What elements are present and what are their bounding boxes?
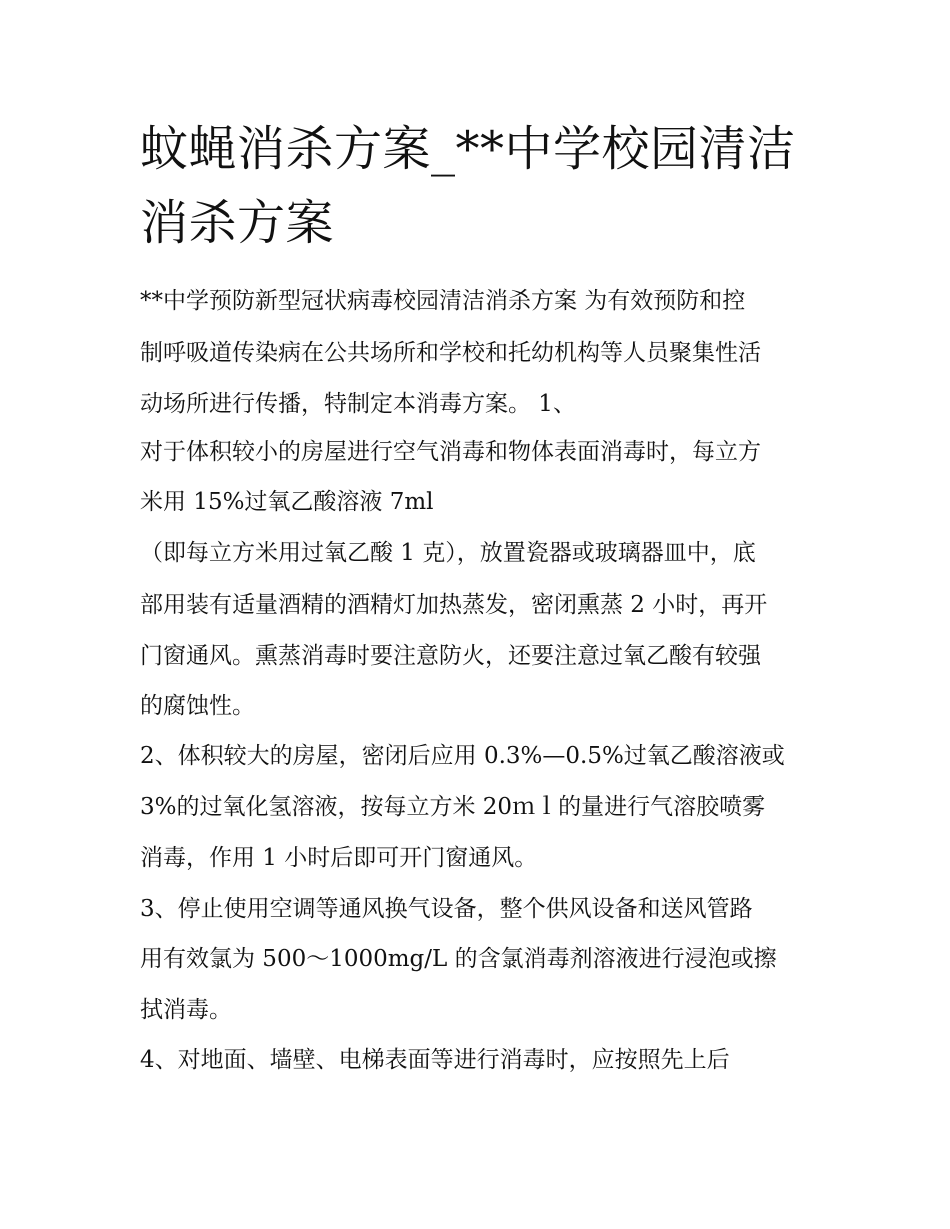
body-line-6: （即每立方米用过氧乙酸 1 克），放置瓷器或玻璃器皿中，底 [140, 540, 756, 566]
title-line-2: 消杀方案 [140, 195, 335, 251]
body-line-16: 4、对地面、墙壁、电梯表面等进行消毒时，应按照先上后 [140, 1047, 730, 1073]
body-line-3: 动场所进行传播，特制定本消毒方案。 1、 [140, 391, 576, 417]
body-line-15: 拭消毒。 [140, 997, 232, 1023]
body-line-1: **中学预防新型冠状病毒校园清洁消杀方案 为有效预防和控 [140, 288, 746, 314]
body-line-10: 2、体积较大的房屋，密闭后应用 0.3%—0.5%过氧乙酸溶液或 [140, 743, 785, 769]
title-line-1: 蚊蝇消杀方案_**中学校园清洁 [140, 121, 796, 177]
body-line-2: 制呼吸道传染病在公共场所和学校和托幼机构等人员聚集性活 [140, 340, 761, 366]
body-line-11: 3%的过氧化氢溶液，按每立方米 20ｍｌ的量进行气溶胶喷雾 [140, 794, 766, 820]
body-line-14: 用有效氯为 500～1000mg/L 的含氯消毒剂溶液进行浸泡或擦 [140, 946, 777, 972]
document-title [140, 112, 820, 260]
body-line-9: 的腐蚀性。 [140, 693, 255, 719]
body-line-4: 对于体积较小的房屋进行空气消毒和物体表面消毒时，每立方 [140, 439, 761, 465]
body-line-8: 门窗通风。熏蒸消毒时要注意防火，还要注意过氧乙酸有较强 [140, 643, 761, 669]
body-line-5: 米用 15%过氧乙酸溶液 7ml [140, 489, 434, 515]
body-line-7: 部用装有适量酒精的酒精灯加热蒸发，密闭熏蒸 2 小时，再开 [140, 592, 768, 618]
body-line-12: 消毒，作用 1 小时后即可开门窗通风。 [140, 845, 538, 871]
body-line-13: 3、停止使用空调等通风换气设备，整个供风设备和送风管路 [140, 896, 753, 922]
